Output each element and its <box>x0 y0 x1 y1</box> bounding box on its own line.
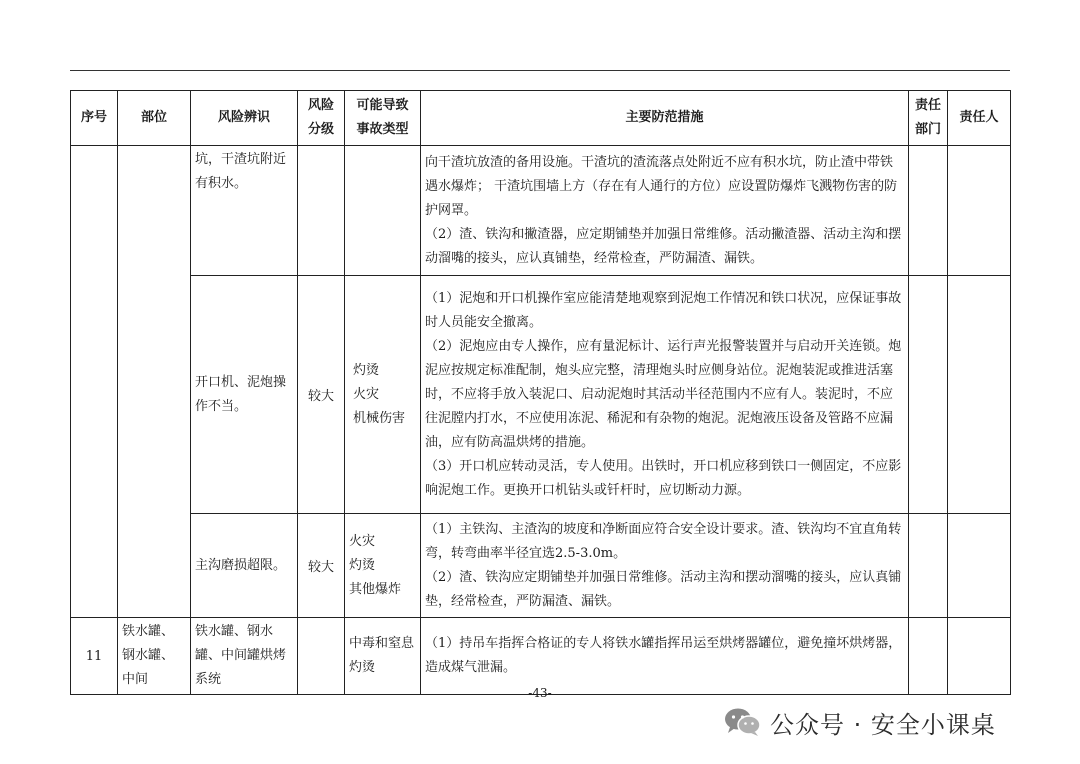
cell-accident <box>345 514 421 618</box>
accident-type: 其他爆炸 <box>349 581 402 597</box>
cell-level: 较大 <box>298 276 345 514</box>
table-row <box>71 146 1011 276</box>
wechat-icon <box>724 707 762 737</box>
measure-text: （2）渣、铁沟应定期铺垫并加强日常维修。活动主沟和摆动溜嘴的接头，应认真铺垫，经常检查，严防漏渣、漏铁。 <box>425 569 902 609</box>
cell-risk: 坑，干渣坑附近有积水。 <box>191 146 298 276</box>
measure-text: （3）开口机应转动灵活，专人使用。出铁时，开口机应移到铁口一侧固定，不应影响泥炮工作。更换开口机钻头或钎杆时，应切断动力源。 <box>425 458 902 498</box>
cell-dept <box>909 514 948 618</box>
measure-text: （1）主铁沟、主渣沟的坡度和净断面应符合安全设计要求。渣、铁沟均不宜直角转弯，转弯曲率半径宜选2.5-3.0m。 <box>425 521 902 561</box>
accident-type: 灼烫 <box>353 362 380 378</box>
cell-accident <box>345 618 421 695</box>
accident-type: 中毒和窒息 <box>349 636 415 651</box>
cell-level <box>298 146 345 276</box>
table-header-row <box>71 91 1011 146</box>
measure-text: （1）持吊车指挥合格证的专人将铁水罐指挥吊运至烘烤器罐位，避免撞坏烘烤器，造成煤气泄漏。 <box>425 636 902 675</box>
header-person: 责任人 <box>948 91 1011 146</box>
header-dept: 责任部门 <box>909 91 948 146</box>
cell-accident <box>345 146 421 276</box>
cell-risk: 铁水罐、钢水罐、中间罐烘烤系统 <box>191 618 298 695</box>
header-seq: 序号 <box>71 91 118 146</box>
cell-dept <box>909 146 948 276</box>
measure-text: 向干渣坑放渣的备用设施。干渣坑的渣流落点处附近不应有积水坑，防止渣中带铁遇水爆炸； 干渣坑围墙上方（存在有人通行的方位）应设置防爆炸飞溅物伤害的防护网罩。 <box>425 154 898 218</box>
header-accident: 可能导致事故类型 <box>345 91 421 146</box>
cell-person <box>948 276 1011 514</box>
cell-risk: 主沟磨损超限。 <box>191 514 298 618</box>
cell-measures <box>421 514 909 618</box>
cell-person <box>948 514 1011 618</box>
table-row <box>71 618 1011 695</box>
accident-type: 灼烫 <box>349 660 376 675</box>
table-row <box>71 276 1011 514</box>
accident-type: 灼烫 <box>349 557 376 573</box>
cell-measures <box>421 276 909 514</box>
header-measures: 主要防范措施 <box>421 91 909 146</box>
watermark-text: 公众号 · 安全小课桌 <box>770 710 996 739</box>
accident-type: 火灾 <box>349 533 376 549</box>
page-number: -43- <box>528 686 552 700</box>
measure-text: （2）泥炮应由专人操作，应有量泥标计、运行声光报警装置并与启动开关连锁。炮泥应按规定标准配制，炮头应完整，清理炮头时应侧身站位。泥炮装泥或推进活塞时，不应将手放入装泥口、启动泥炮时其活动半径范围内不应有人。装泥时，不应往泥膛内打水，不应使用冻泥、稀泥和有杂物的炮泥。泥炮液压设备及管路不应漏油，应有防高温烘烤的措施。 <box>425 338 902 450</box>
cell-risk: 开口机、泥炮操作不当。 <box>191 276 298 514</box>
cell-level: 较大 <box>298 514 345 618</box>
accident-type: 机械伤害 <box>353 410 406 426</box>
accident-type: 火灾 <box>353 386 380 402</box>
header-rule <box>70 70 1010 71</box>
cell-part: 铁水罐、钢水罐、中间 <box>118 618 191 695</box>
cell-measures <box>421 146 909 276</box>
header-level: 风险分级 <box>298 91 345 146</box>
cell-seq <box>71 146 118 618</box>
measure-text: （2）渣、铁沟和撇渣器，应定期铺垫并加强日常维修。活动撇渣器、活动主沟和摆动溜嘴的接头，应认真铺垫，经常检查，严防漏渣、漏铁。 <box>425 226 902 266</box>
cell-level <box>298 618 345 695</box>
cell-person <box>948 146 1011 276</box>
risk-table <box>70 90 1011 695</box>
cell-dept <box>909 618 948 695</box>
cell-seq: 11 <box>71 618 118 695</box>
cell-person <box>948 618 1011 695</box>
cell-measures <box>421 618 909 695</box>
table-row <box>71 514 1011 618</box>
header-part: 部位 <box>118 91 191 146</box>
cell-dept <box>909 276 948 514</box>
header-risk: 风险辨识 <box>191 91 298 146</box>
measure-text: （1）泥炮和开口机操作室应能清楚地观察到泥炮工作情况和铁口状况，应保证事故时人员能安全撤离。 <box>425 290 902 330</box>
watermark <box>724 704 996 740</box>
cell-accident <box>345 276 421 514</box>
cell-part <box>118 146 191 618</box>
